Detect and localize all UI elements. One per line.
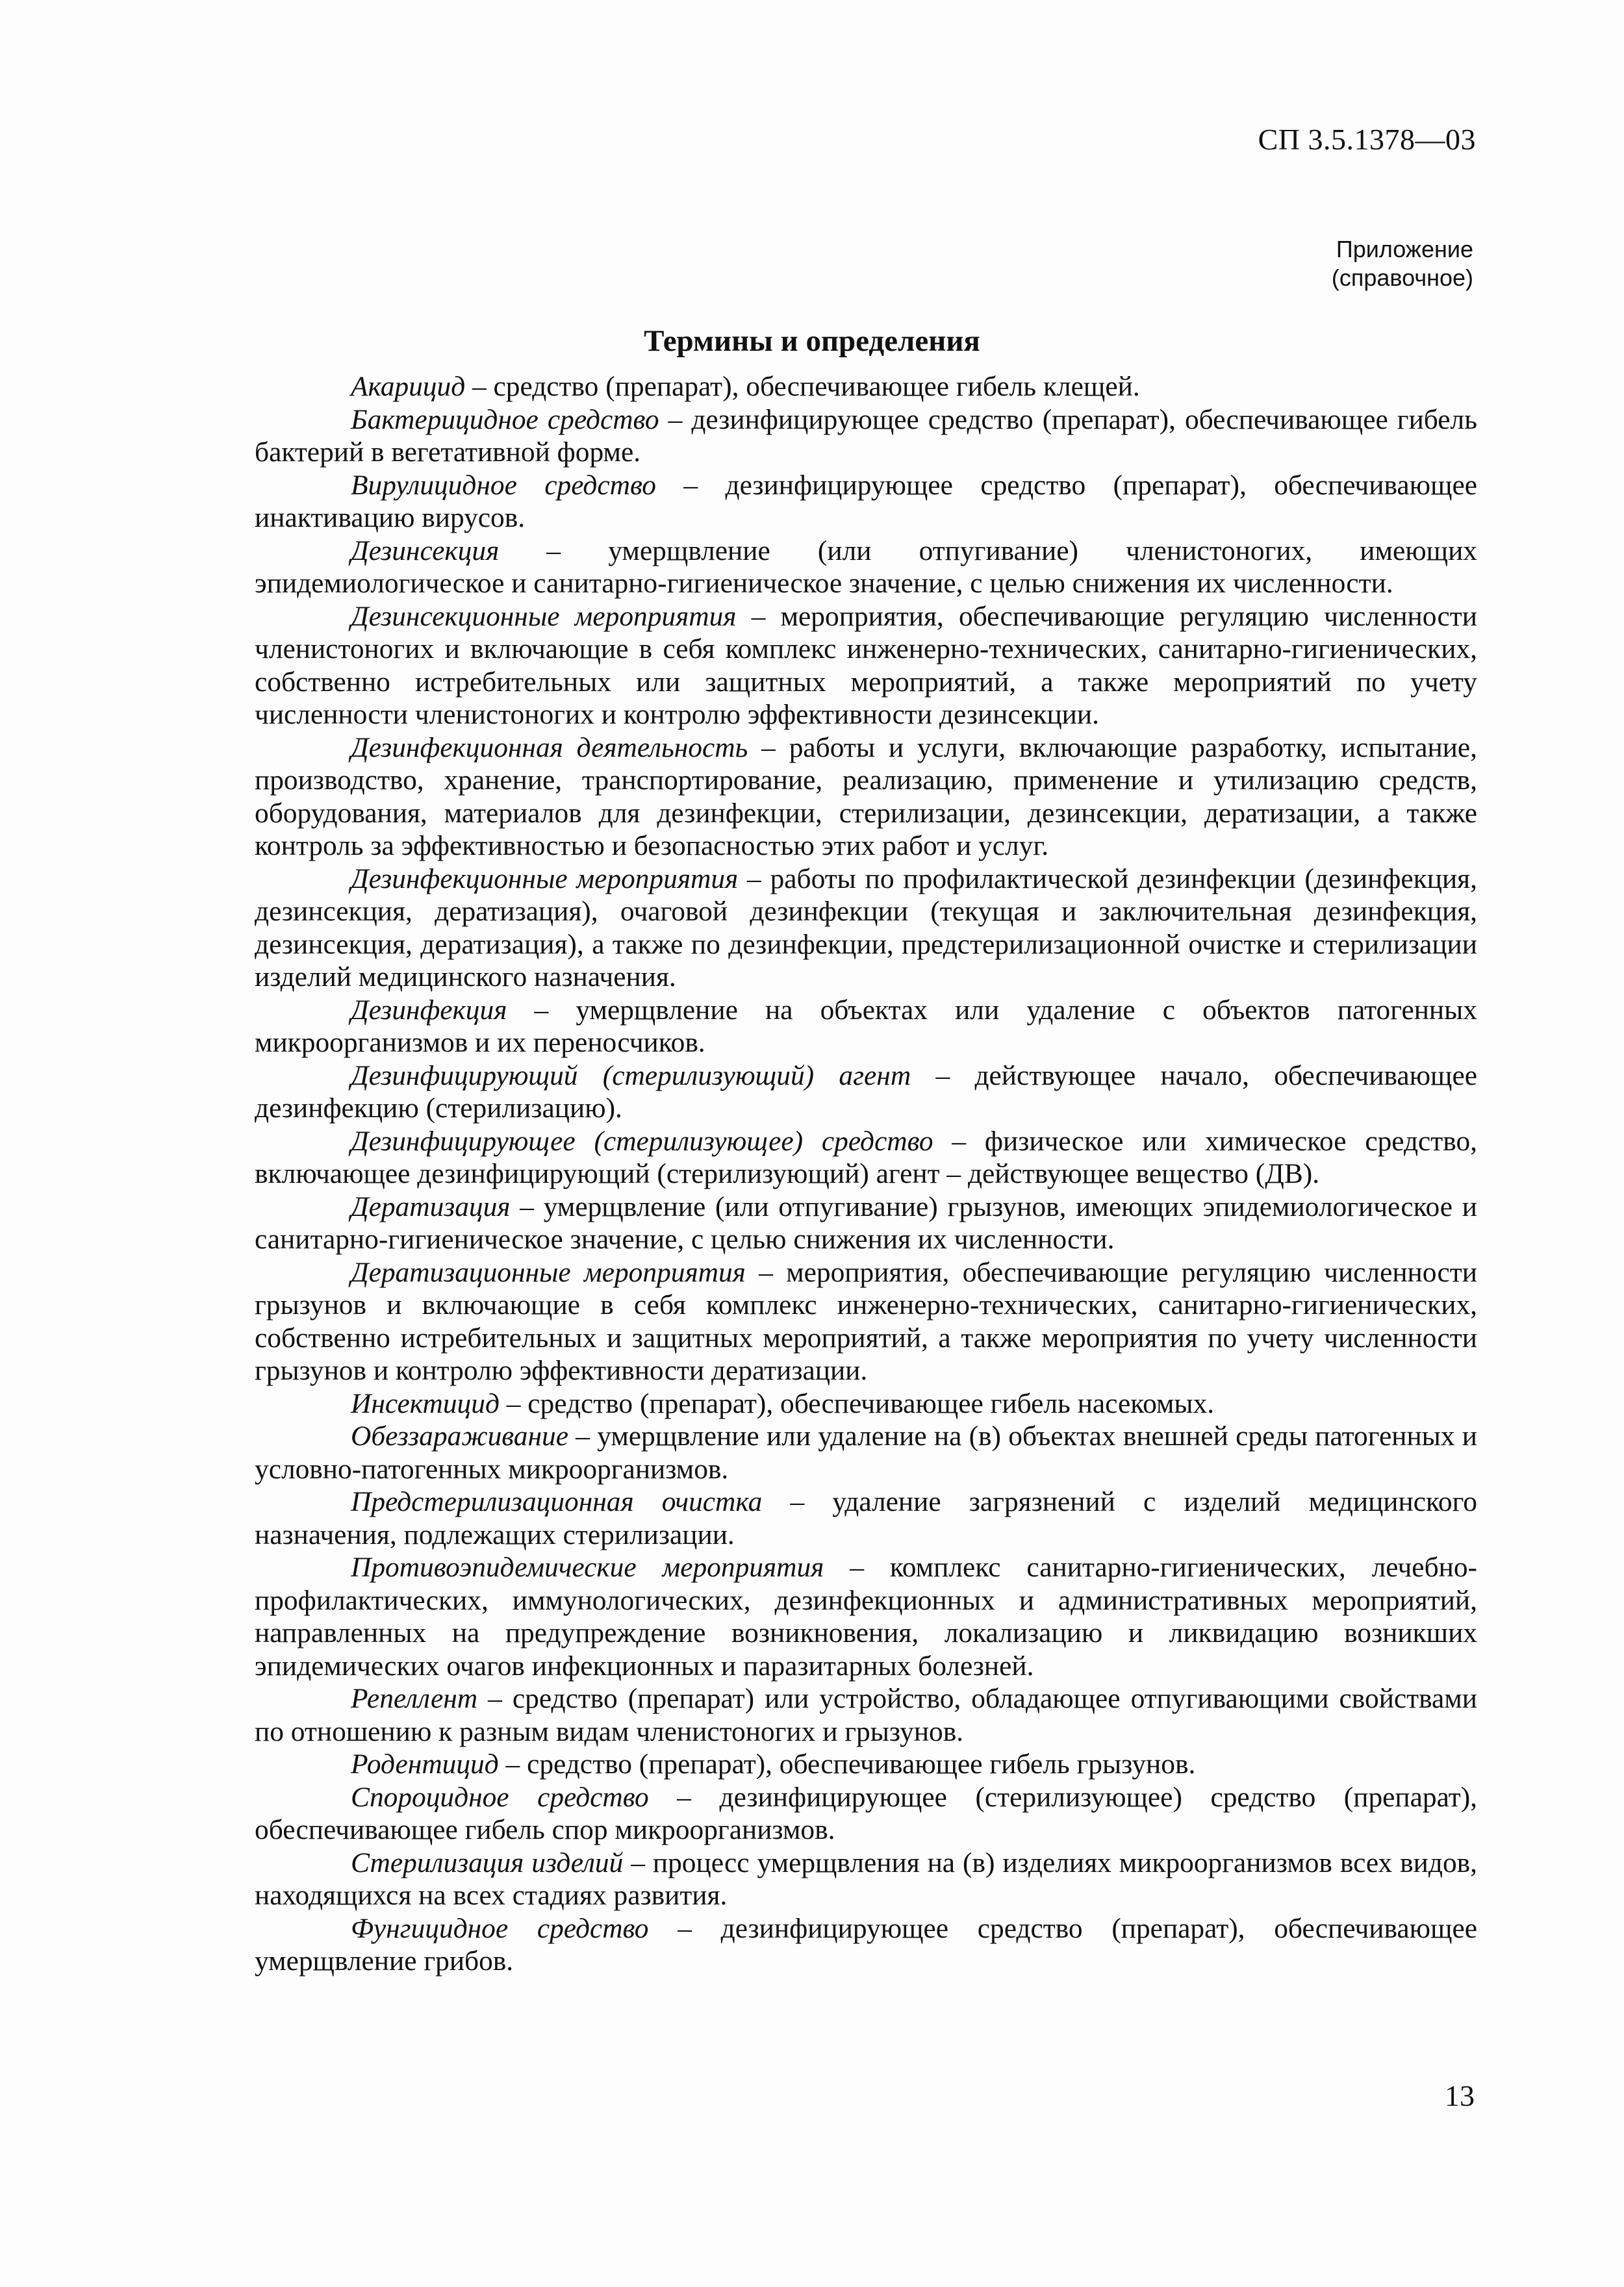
term-name: Дезинсекционные мероприятия bbox=[351, 600, 737, 632]
term-definition: – умерщвление (или отпугивание) членистоногих, имеющих эпидемиологическое и санитарно-гигиеническое значение, с целью снижения их численности. bbox=[255, 535, 1477, 599]
term-name: Дезинфекционная деятельность bbox=[351, 731, 748, 763]
term-name: Бактерицидное средство bbox=[351, 403, 659, 435]
term-definition: – комплекс санитарно-гигиенических, лечебно-профилактических, иммунологических, дезинфекционных и административных мероприятий, направленных на предупреждение возникновения, локализацию и ликвидацию возникших эпидемических очагов инфекционных и паразитарных болезней. bbox=[255, 1552, 1478, 1682]
term-entry bbox=[255, 1912, 1477, 1978]
term-entry bbox=[255, 1420, 1477, 1485]
term-entry bbox=[255, 1387, 1477, 1421]
term-definition: – средство (препарат), обеспечивающее гибель клещей. bbox=[465, 371, 1140, 402]
term-definition: – средство (препарат), обеспечивающее гибель грызунов. bbox=[498, 1749, 1196, 1780]
term-entry bbox=[255, 1551, 1477, 1682]
term-entry bbox=[255, 370, 1477, 403]
term-name: Дезинфекционные мероприятия bbox=[351, 863, 739, 894]
term-definition: – мероприятия, обеспечивающие регуляцию численности членистоногих и включающие в себя комплекс инженерно-технических, санитарно-гигиенических, собственно истребительных или защитных мероприятий, а также мероприятий по учету численности членистоногих и контролю эффективности дезинсекции. bbox=[255, 600, 1477, 730]
term-entry bbox=[255, 1125, 1477, 1191]
appendix-type-line: (справочное) bbox=[1331, 264, 1473, 291]
term-name: Инсектицид bbox=[351, 1387, 500, 1419]
term-entry bbox=[255, 1682, 1477, 1748]
term-definition: – дезинфицирующее (стерилизующее) средство (препарат), обеспечивающее гибель спор микроорганизмов. bbox=[255, 1781, 1478, 1845]
term-entry bbox=[255, 1059, 1477, 1125]
term-name: Противоэпидемические мероприятия bbox=[351, 1552, 824, 1583]
term-name: Дезинфицирующее (стерилизующее) средство bbox=[351, 1125, 933, 1157]
term-entry bbox=[255, 1781, 1477, 1847]
term-name: Репеллент bbox=[351, 1683, 478, 1714]
term-entry bbox=[255, 863, 1477, 994]
term-definition: – дезинфицирующее средство (препарат), обеспечивающее гибель бактерий в вегетативной форме. bbox=[255, 403, 1478, 468]
term-entry bbox=[255, 469, 1477, 535]
term-name: Предстерилизационная очистка bbox=[351, 1486, 763, 1517]
term-entry bbox=[255, 1847, 1477, 1912]
term-definition: – действующее начало, обеспечивающее дезинфекцию (стерилизацию). bbox=[255, 1059, 1477, 1124]
term-definition: – мероприятия, обеспечивающие регуляцию численности грызунов и включающие в себя комплекс инженерно-технических, санитарно-гигиенических, собственно истребительных и защитных мероприятий, а также мероприятия по учету численности грызунов и контролю эффективности дератизации. bbox=[255, 1256, 1477, 1386]
term-entry bbox=[255, 403, 1477, 469]
term-definition: – средство (препарат) или устройство, обладающее отпугивающими свойствами по отношению к разным видам членистоногих и грызунов. bbox=[255, 1683, 1477, 1747]
term-entry bbox=[255, 1748, 1477, 1781]
term-definition: – дезинфицирующее средство (препарат), обеспечивающее инактивацию вирусов. bbox=[255, 469, 1477, 533]
term-definition: – удаление загрязнений с изделий медицинского назначения, подлежащих стерилизации. bbox=[255, 1486, 1477, 1550]
term-definition: – работы и услуги, включающие разработку, испытание, производство, хранение, транспортирование, реализацию, применение и утилизацию средств, оборудования, материалов для дезинфекции, стерилизации, дезинсекции, дератизации, а также контроль за эффективностью и безопасностью этих работ и услуг. bbox=[255, 731, 1477, 861]
term-definition: – умерщвление на объектах или удаление с объектов патогенных микроорганизмов и их переносчиков. bbox=[255, 994, 1477, 1058]
term-name: Вирулицидное средство bbox=[351, 469, 656, 501]
term-definition: – средство (препарат), обеспечивающее гибель насекомых. bbox=[499, 1387, 1215, 1419]
term-entry bbox=[255, 600, 1477, 731]
term-name: Родентицид bbox=[351, 1749, 499, 1780]
appendix-label bbox=[1332, 235, 1473, 292]
term-definition: – дезинфицирующее средство (препарат), обеспечивающее умерщвление грибов. bbox=[255, 1912, 1478, 1977]
term-entry bbox=[255, 731, 1477, 863]
page-number: 13 bbox=[1445, 2079, 1475, 2112]
document-code: СП 3.5.1378—03 bbox=[1258, 123, 1476, 156]
term-name: Дератизационные мероприятия bbox=[351, 1256, 746, 1288]
terms-list bbox=[255, 370, 1477, 1978]
page-title: Термины и определения bbox=[644, 324, 980, 358]
appendix-label-line: Приложение bbox=[1336, 236, 1473, 262]
term-definition: – умерщвление или удаление на (в) объектах внешней среды патогенных и условно-патогенных микроорганизмов. bbox=[255, 1421, 1477, 1485]
term-definition: – умерщвление (или отпугивание) грызунов, имеющих эпидемиологическое и санитарно-гигиеническое значение, с целью снижения их численности. bbox=[255, 1191, 1477, 1255]
term-definition: – физическое или химическое средство, включающее дезинфицирующий (стерилизующий) агент – действующее вещество (ДВ). bbox=[255, 1125, 1477, 1189]
term-name: Стерилизация изделий bbox=[351, 1847, 624, 1878]
term-definition: – работы по профилактической дезинфекции (дезинфекция, дезинсекция, дератизация), очаговой дезинфекции (текущая и заключительная дезинфекция, дезинсекция, дератизация), а также по дезинфекции, предстерилизационной очистке и стерилизации изделий медицинского назначения. bbox=[255, 863, 1477, 992]
term-name: Акарицид bbox=[351, 371, 466, 402]
term-name: Дератизация bbox=[351, 1191, 511, 1222]
term-name: Дезинфицирующий (стерилизующий) агент bbox=[351, 1059, 911, 1091]
term-name: Фунгицидное средство bbox=[351, 1912, 649, 1944]
term-definition: – процесс умерщвления на (в) изделиях микроорганизмов всех видов, находящихся на всех стадиях развития. bbox=[255, 1847, 1477, 1911]
term-entry bbox=[255, 994, 1477, 1059]
term-name: Обеззараживание bbox=[351, 1421, 568, 1452]
term-name: Дезинсекция bbox=[351, 535, 500, 566]
term-entry bbox=[255, 1191, 1477, 1256]
term-entry bbox=[255, 1485, 1477, 1551]
term-entry bbox=[255, 1256, 1477, 1387]
term-entry bbox=[255, 535, 1477, 600]
term-name: Дезинфекция bbox=[351, 994, 507, 1026]
term-name: Спороцидное средство bbox=[351, 1781, 649, 1813]
